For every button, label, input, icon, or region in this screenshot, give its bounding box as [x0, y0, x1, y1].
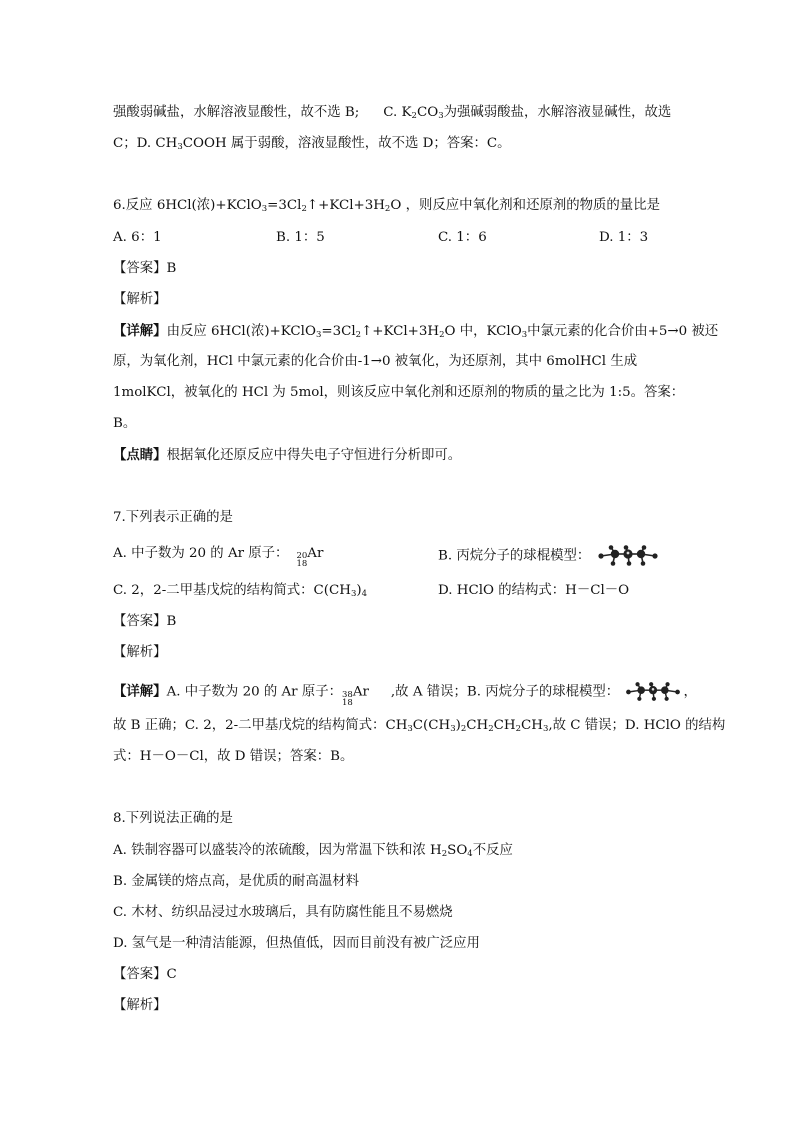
q6-option-b: B. 1：5: [276, 230, 325, 245]
q8-analysis-heading: 【解析】: [113, 998, 167, 1013]
q7-detail-line-2: 故 B 正确；C. 2，2-二甲基戊烷的结构简式：$CH_3C(CH_3)_2CH_2CH_2CH_3$,故 C 错误；D. HClO 的结构: [113, 718, 726, 734]
q8-option-d: D. 氢气是一种清洁能源，但热值低，因而目前没有被广泛应用: [113, 936, 480, 951]
q6-option-a: A. 6：1: [113, 230, 162, 245]
q7-option-b: B. 丙烷分子的球棍模型：: [438, 545, 661, 567]
q7-option-d: D. HClO 的结构式：H－Cl－O: [438, 583, 630, 598]
q7-detail-line-1: 【详解】A. 中子数为 20 的 Ar 原子： 38 18 Ar ,故 A 错误；B. 丙烷分子的球棍模型： ，: [113, 681, 697, 707]
propane-ball-stick-model-icon: [595, 545, 661, 567]
q7-detail-line-3: 式：H－O－Cl，故 D 错误；答案：B。: [113, 749, 354, 764]
q6-detail-line-1: 【详解】由反应 6HCl(浓)$+KClO_3=3Cl_2↑+KCl+3H_2O$ 中，KClO$_3$中氯元素的化合价由+5→0 被还: [113, 323, 719, 340]
q6-detail-line-3: 1molKCl，被氧化的 HCl 为 5mol，则该反应中氧化剂和还原剂的物质的量之比为 1:5。答案：: [113, 385, 685, 400]
q6-stem: 6.反应 6HCl(浓)$+KClO_3=3Cl_2↑+KCl+3H_2O$ ，则反应中氧化剂和还原剂的物质的量比是: [113, 198, 660, 214]
q8-stem: 8.下列说法正确的是: [113, 811, 233, 826]
prev-explanation-line-1: 强酸弱碱盐，水解溶液显酸性，故不选 B; C. $K_2CO_3$为强碱弱酸盐，水解溶液显碱性，故选: [113, 105, 672, 121]
q6-detail-line-4: B。: [113, 416, 137, 431]
prev-explanation-line-2: C；D. $CH_3COOH$ 属于弱酸，溶液显酸性，故不选 D；答案：C。: [113, 136, 511, 152]
q6-option-c: C. 1：6: [438, 230, 487, 245]
q7-answer: 【答案】B: [113, 614, 177, 629]
detail-tag: 【详解】: [113, 683, 167, 700]
q8-answer: 【答案】C: [113, 967, 177, 982]
q8-option-a: A. 铁制容器可以盛装冷的浓硫酸，因为常温下铁和浓 $H_2SO_4$不反应: [113, 843, 513, 859]
q7-option-c: C. 2，2-二甲基戊烷的结构简式：$C(CH_3)_4$: [113, 583, 368, 599]
q6-analysis-heading: 【解析】: [113, 292, 167, 307]
q7-stem: 7.下列表示正确的是: [113, 510, 233, 525]
q7-option-a: A. 中子数为 20 的 Ar 原子： 20 18 Ar: [113, 546, 324, 569]
q7-analysis-heading: 【解析】: [113, 645, 167, 660]
q6-point: 【点睛】根据氧化还原反应中得失电子守恒进行分析即可。: [113, 447, 462, 463]
propane-ball-stick-model-icon: [623, 681, 683, 703]
point-tag: 【点睛】: [113, 447, 167, 463]
q6-answer: 【答案】B: [113, 261, 177, 276]
q8-option-c: C. 木材、纺织品浸过水玻璃后，具有防腐性能且不易燃烧: [113, 905, 453, 920]
q6-detail-line-2: 原，为氧化剂，HCl 中氯元素的化合价由-1→0 被氧化，为还原剂，其中 6molHCl 生成: [113, 354, 638, 369]
detail-tag: 【详解】: [113, 323, 167, 339]
q8-option-b: B. 金属镁的熔点高，是优质的耐高温材料: [113, 874, 359, 889]
q6-option-d: D. 1：3: [599, 230, 649, 245]
